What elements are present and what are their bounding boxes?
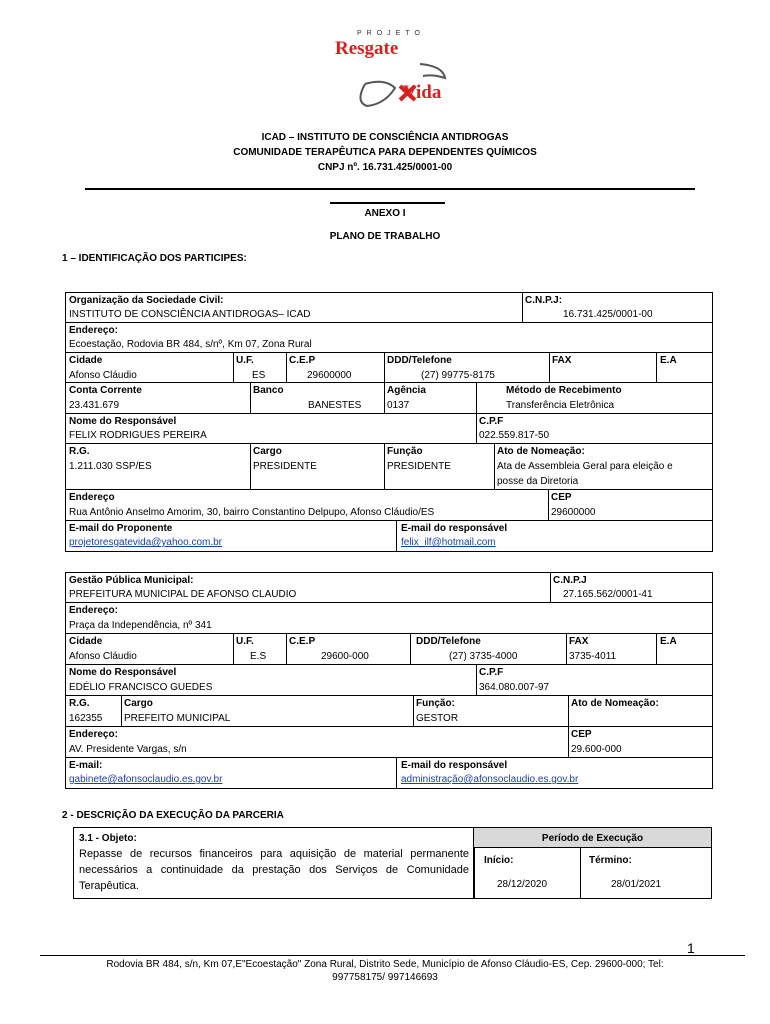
- cpf-label: C.P.F: [479, 416, 504, 427]
- gov-phone-label: DDD/Telefone: [416, 636, 481, 647]
- address-value: Ecoestação, Rodovia BR 484, s/nº, Km 07, Zona Rural: [69, 339, 312, 350]
- gov-cep-value: 29600-000: [321, 651, 369, 662]
- payment-method-value: Transferência Eletrônica: [506, 400, 615, 411]
- payment-method-label: Método de Recebimento: [506, 385, 622, 396]
- gov-cnpj-label: C.N.P.J: [553, 575, 587, 586]
- termino-value: 28/01/2021: [611, 879, 662, 890]
- appointment-value-2: posse da Diretoria: [497, 476, 579, 487]
- org-table: [65, 292, 713, 552]
- bank-label: Banco: [253, 385, 284, 396]
- cep2-label: CEP: [551, 492, 572, 503]
- gov-rg-label: R.G.: [69, 698, 90, 709]
- gov-role-value: PREFEITO MUNICIPAL: [124, 713, 231, 724]
- address-label: Endereço:: [69, 325, 118, 336]
- gov-appointment-label: Ato de Nomeação:: [571, 698, 659, 709]
- gov-address-label: Endereço:: [69, 605, 118, 616]
- city-label: Cidade: [69, 355, 103, 366]
- org-value: INSTITUTO DE CONSCIÊNCIA ANTIDROGAS– ICAD: [69, 309, 311, 320]
- address2-value: Rua Antônio Anselmo Amorim, 30, bairro Constantino Delpupo, Afonso Cláudio/ES: [69, 507, 435, 518]
- role-value: PRESIDENTE: [253, 461, 317, 472]
- gov-cnpj-value: 27.165.562/0001-41: [563, 589, 653, 600]
- gov-ea-label: E.A: [660, 636, 677, 647]
- cnpj-label: C.N.P.J:: [525, 295, 563, 306]
- gov-cpf-label: C.P.F: [479, 667, 504, 678]
- rg-value: 1.211.030 SSP/ES: [69, 461, 152, 472]
- footer: [40, 958, 730, 984]
- objeto-box: [73, 827, 475, 899]
- header-rule: [85, 188, 695, 190]
- gov-email-link[interactable]: gabinete@afonsoclaudio.es.gov.br: [69, 774, 223, 785]
- inicio-value: 28/12/2020: [497, 879, 548, 890]
- gov-email-label: E-mail:: [69, 760, 103, 771]
- proponent-email-label: E-mail do Proponente: [69, 523, 173, 534]
- responsible-email-label: E-mail do responsável: [401, 523, 508, 534]
- gov-cep2-label: CEP: [571, 729, 592, 740]
- cpf-value: 022.559.817-50: [479, 430, 550, 441]
- function-label: Função: [387, 446, 423, 457]
- phone-label: DDD/Telefone: [387, 355, 452, 366]
- gov-phone-value: (27) 3735-4000: [449, 651, 518, 662]
- responsible-value: FELIX RODRIGUES PEREIRA: [69, 430, 207, 441]
- account-value: 23.431.679: [69, 400, 120, 411]
- footer-rule: [40, 955, 745, 956]
- role-label: Cargo: [253, 446, 282, 457]
- uf-label: U.F.: [236, 355, 254, 366]
- gov-org-label: Gestão Pública Municipal:: [69, 575, 194, 586]
- bank-value: BANESTES: [308, 400, 362, 411]
- gov-responsible-email-label: E-mail do responsável: [401, 760, 508, 771]
- gov-responsible-value: EDÉLIO FRANCISCO GUEDES: [69, 682, 213, 693]
- ea-label: E.A: [660, 355, 677, 366]
- logo-resgate-text: Resgate: [335, 38, 399, 59]
- footer-line-2: 997758175/ 997146693: [332, 972, 438, 983]
- section-1-title: 1 – IDENTIFICAÇÃO DOS PARTICIPES:: [62, 253, 247, 264]
- header-rule-short: [330, 202, 445, 204]
- section-2-title: 2 - DESCRIÇÃO DA EXECUÇÃO DA PARCERIA: [62, 810, 284, 821]
- header-line-1: ICAD – INSTITUTO DE CONSCIÊNCIA ANTIDROGAS: [261, 132, 509, 143]
- termino-label: Término:: [589, 855, 632, 866]
- page-number: 1: [687, 940, 695, 956]
- gov-table: [65, 572, 713, 789]
- periodo-label: Período de Execução: [541, 833, 644, 844]
- gov-function-value: GESTOR: [416, 713, 459, 724]
- header-line-2: COMUNIDADE TERAPÊUTICA PARA DEPENDENTES QUÍMICOS: [233, 147, 537, 158]
- rg-label: R.G.: [69, 446, 90, 457]
- logo-projeto-text: PROJETO: [357, 30, 425, 37]
- appointment-value-1: Ata de Assembleia Geral para eleição e: [497, 461, 673, 472]
- logo-vida-text: Vida: [403, 82, 442, 103]
- gov-responsible-email-link[interactable]: administração@afonsoclaudio.es.gov.br: [401, 774, 579, 785]
- gov-role-label: Cargo: [124, 698, 153, 709]
- address2-label: Endereço: [69, 492, 115, 503]
- projeto-resgate-vida-logo: [325, 26, 455, 121]
- footer-line-1: Rodovia BR 484, s/n, Km 07,E"Ecoestação" Zona Rural, Distrito Sede, Município de Afonso Cláudio-ES, Cep. 29600-000; Tel:: [106, 959, 664, 970]
- gov-cep2-value: 29.600-000: [571, 744, 622, 755]
- city-value: Afonso Cláudio: [69, 370, 137, 381]
- gov-address2-label: Endereço:: [69, 729, 118, 740]
- agency-value: 0137: [387, 400, 410, 411]
- gov-address2-value: AV. Presidente Vargas, s/n: [69, 744, 187, 755]
- objeto-text: Repasse de recursos financeiros para aquisição de material permanente necessários a continuidade da prestação dos Serviços de Comunidade Terapêutica.: [79, 848, 469, 892]
- cep2-value: 29600000: [551, 507, 596, 518]
- org-label: Organização da Sociedade Civil:: [69, 295, 224, 306]
- cep-label: C.E.P: [289, 355, 316, 366]
- responsible-label: Nome do Responsável: [69, 416, 177, 427]
- fax-label: FAX: [552, 355, 572, 366]
- objeto-label: 3.1 - Objeto:: [79, 833, 137, 844]
- uf-value: ES: [252, 370, 266, 381]
- account-label: Conta Corrente: [69, 385, 142, 396]
- inicio-label: Início:: [484, 855, 514, 866]
- proponent-email-link[interactable]: projetoresgatevida@yahoo.com.br: [69, 537, 223, 548]
- appointment-label: Ato de Nomeação:: [497, 446, 585, 457]
- gov-cep-label: C.E.P: [289, 636, 316, 647]
- gov-uf-value: E.S: [250, 651, 267, 662]
- agency-label: Agência: [387, 385, 426, 396]
- gov-function-label: Função:: [416, 698, 455, 709]
- gov-uf-label: U.F.: [236, 636, 254, 647]
- cep-value: 29600000: [307, 370, 352, 381]
- gov-org-value: PREFEITURA MUNICIPAL DE AFONSO CLAUDIO: [69, 589, 297, 600]
- gov-fax-value: 3735-4011: [569, 651, 617, 662]
- gov-city-label: Cidade: [69, 636, 103, 647]
- plano-title: PLANO DE TRABALHO: [329, 231, 441, 242]
- gov-fax-label: FAX: [569, 636, 589, 647]
- periodo-box: [473, 827, 712, 899]
- phone-value: (27) 99775-8175: [421, 370, 495, 381]
- function-value: PRESIDENTE: [387, 461, 451, 472]
- gov-address-value: Praça da Independência, nº 341: [69, 620, 212, 631]
- header-cnpj: CNPJ nº. 16.731.425/0001-00: [317, 162, 453, 173]
- gov-city-value: Afonso Cláudio: [69, 651, 137, 662]
- anexo-title: ANEXO I: [364, 208, 406, 219]
- gov-rg-value: 162355: [69, 713, 103, 724]
- cnpj-value: 16.731.425/0001-00: [563, 309, 653, 320]
- gov-cpf-value: 364.080.007-97: [479, 682, 550, 693]
- responsible-email-link[interactable]: felix_ilf@hotmail.com: [401, 537, 496, 548]
- gov-responsible-label: Nome do Responsável: [69, 667, 177, 678]
